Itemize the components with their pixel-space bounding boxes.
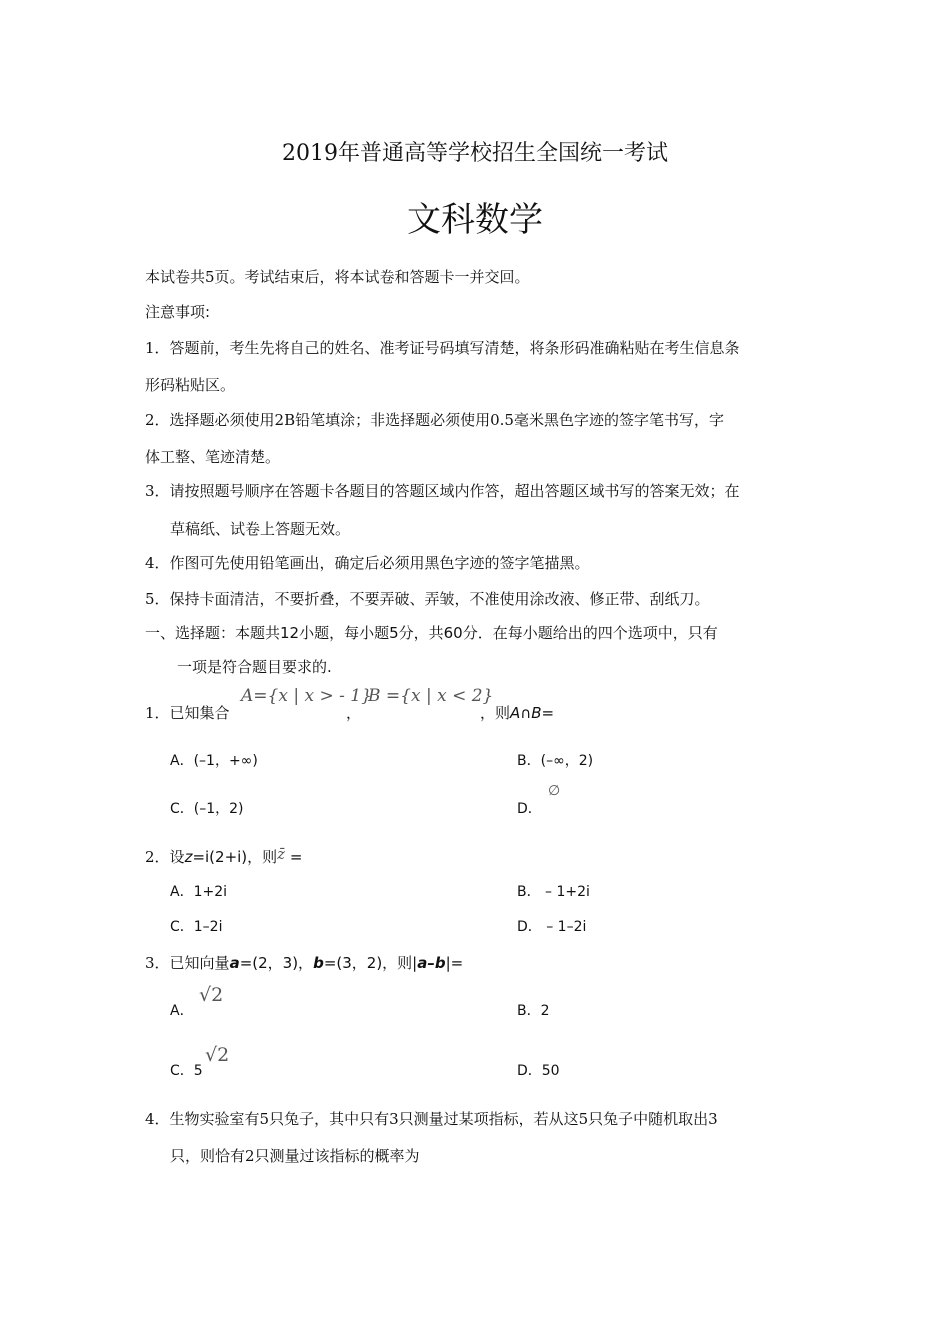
question-1 bbox=[145, 702, 230, 723]
question-stem-mid: =i(2+i)，则 bbox=[192, 848, 278, 866]
question-stem: 已知集合 bbox=[169, 704, 230, 722]
q3-option-d: D．50 bbox=[517, 1063, 560, 1079]
question-3 bbox=[145, 952, 463, 973]
q1-equals: = bbox=[541, 704, 555, 722]
notice-number: 5． bbox=[145, 590, 170, 608]
q3-option-a: A． bbox=[170, 1003, 194, 1019]
question-number: 3． bbox=[145, 954, 170, 972]
q1-tail-text: ，则 bbox=[480, 704, 511, 722]
question-stem: 已知向量 bbox=[169, 954, 230, 972]
notice-text: 保持卡面清洁，不要折叠，不要弄破、弄皱，不准使用涂改液、修正带、刮纸刀。 bbox=[169, 590, 710, 608]
q2-option-d: D． – 1–2i bbox=[517, 919, 587, 935]
q2-option-b: B． – 1+2i bbox=[517, 884, 590, 900]
empty-set-symbol: ∅ bbox=[548, 783, 561, 799]
q1-option-c: C．(–1，2) bbox=[170, 801, 244, 817]
q1-intersection: A∩B bbox=[510, 704, 542, 722]
vector-difference: a–b bbox=[417, 954, 446, 972]
exam-title: 2019年普通高等学校招生全国统一考试 bbox=[282, 141, 668, 166]
notice-number: 3． bbox=[145, 482, 170, 500]
question-number: 4． bbox=[145, 1110, 170, 1128]
q1-tail bbox=[480, 702, 554, 723]
notice-item bbox=[145, 588, 710, 609]
notice-text: 答题前，考生先将自己的姓名、准考证号码填写清楚，将条形码准确粘贴在考生信息条 bbox=[169, 339, 740, 357]
notice-number: 4． bbox=[145, 554, 170, 572]
notice-text-cont: 体工整、笔迹清楚。 bbox=[145, 448, 281, 466]
q1-option-a: A．(–1，+∞) bbox=[170, 753, 258, 769]
conjugate-z: z̄ bbox=[277, 845, 286, 863]
notice-number: 2． bbox=[145, 411, 170, 429]
notice-number: 1． bbox=[145, 339, 170, 357]
question-stem-end: |= bbox=[445, 954, 464, 972]
notice-text-cont: 形码粘贴区。 bbox=[145, 376, 236, 394]
question-stem-end: = bbox=[285, 848, 303, 866]
notice-item bbox=[145, 552, 590, 573]
vector-a-value: =(2，3)， bbox=[239, 954, 314, 972]
notice-heading: 注意事项: bbox=[145, 303, 211, 321]
q2-variable: z bbox=[184, 848, 193, 866]
vector-a: a bbox=[229, 954, 240, 972]
q1-option-d: D． bbox=[517, 801, 542, 817]
sqrt-two: √2 bbox=[199, 984, 224, 1006]
question-stem: 生物实验室有5只兔子，其中只有3只测量过某项指标，若从这5只兔子中随机取出3 bbox=[169, 1110, 718, 1128]
question-stem: 设 bbox=[169, 848, 185, 866]
q2-option-a: A．1+2i bbox=[170, 884, 228, 900]
q1-comma: ， bbox=[346, 704, 362, 722]
subject-title: 文科数学 bbox=[407, 200, 543, 240]
q3-option-b: B．2 bbox=[517, 1003, 550, 1019]
notice-item bbox=[145, 480, 740, 501]
set-a-formula: A={x | x > - 1} bbox=[241, 686, 372, 706]
question-number: 2． bbox=[145, 848, 170, 866]
notice-item bbox=[145, 337, 740, 358]
question-2 bbox=[145, 846, 302, 867]
q1-option-b: B．(–∞，2) bbox=[517, 753, 594, 769]
notice-item bbox=[145, 409, 724, 430]
section-heading: 一、选择题：本题共12小题，每小题5分，共60分．在每小题给出的四个选项中，只有 bbox=[145, 624, 718, 642]
question-stem-cont: 只，则恰有2只测量过该指标的概率为 bbox=[170, 1147, 420, 1165]
notice-text: 请按照题号顺序在答题卡各题目的答题区域内作答，超出答题区域书写的答案无效；在 bbox=[169, 482, 740, 500]
set-b-formula: B ={x | x < 2} bbox=[368, 686, 494, 706]
notice-text-cont: 草稿纸、试卷上答题无效。 bbox=[170, 520, 351, 538]
vector-b: b bbox=[313, 954, 324, 972]
question-number: 1． bbox=[145, 704, 170, 722]
q2-option-c: C．1–2i bbox=[170, 919, 223, 935]
vector-b-value: =(3，2)，则| bbox=[323, 954, 418, 972]
sqrt-two: √2 bbox=[205, 1044, 230, 1066]
intro-line: 本试卷共5页。考试结束后，将本试卷和答题卡一并交回。 bbox=[145, 268, 530, 286]
notice-text: 选择题必须使用2B铅笔填涂；非选择题必须使用0.5毫米黑色字迹的签字笔书写，字 bbox=[169, 411, 724, 429]
question-4 bbox=[145, 1108, 718, 1129]
section-heading-cont: 一项是符合题目要求的. bbox=[177, 658, 332, 676]
q3-option-c: C．5 bbox=[170, 1063, 203, 1079]
notice-text: 作图可先使用铅笔画出，确定后必须用黑色字迹的签字笔描黑。 bbox=[169, 554, 590, 572]
